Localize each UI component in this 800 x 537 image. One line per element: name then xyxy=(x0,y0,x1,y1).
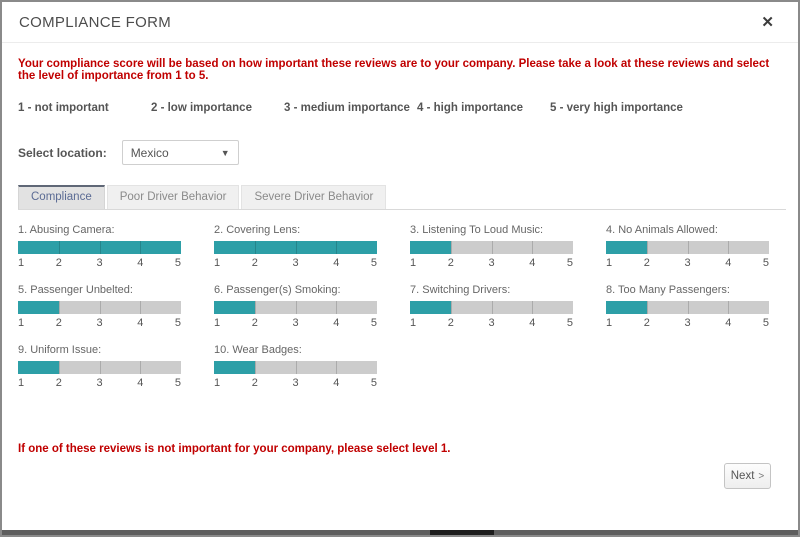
slider-scale xyxy=(214,317,377,331)
tab-poor-driver-behavior[interactable]: Poor Driver Behavior xyxy=(107,185,240,209)
slider-block-9 xyxy=(18,344,181,387)
slider-label: 4. No Animals Allowed: xyxy=(606,224,718,236)
slider-block-4 xyxy=(606,224,769,267)
importance-legend xyxy=(18,102,782,114)
slider-track[interactable] xyxy=(214,361,377,374)
slider-label: 9. Uniform Issue: xyxy=(18,344,102,356)
chevron-right-icon: > xyxy=(758,470,765,482)
slider-scale-number: 3 xyxy=(488,317,495,329)
slider-scale-number: 1 xyxy=(410,257,417,269)
slider-scale-number: 2 xyxy=(55,317,62,329)
slider-tick xyxy=(336,361,337,374)
slider-scale-number: 5 xyxy=(174,317,181,329)
slider-scale-number: 2 xyxy=(251,257,258,269)
slider-tick xyxy=(140,241,141,254)
slider-track[interactable] xyxy=(606,241,769,254)
legend-item-1: 1 - not important xyxy=(18,102,109,114)
slider-track[interactable] xyxy=(214,301,377,314)
slider-scale xyxy=(606,257,769,271)
slider-tick xyxy=(140,301,141,314)
page-bottom-strip-dark-segment xyxy=(430,530,494,535)
slider-scale-number: 4 xyxy=(725,257,732,269)
slider-tick xyxy=(255,361,256,374)
slider-scale-number: 4 xyxy=(333,377,340,389)
slider-track[interactable] xyxy=(18,301,181,314)
legend-item-2: 2 - low importance xyxy=(151,102,252,114)
slider-fill xyxy=(410,241,451,254)
slider-scale-number: 5 xyxy=(174,257,181,269)
slider-block-10 xyxy=(214,344,377,387)
slider-tick xyxy=(688,241,689,254)
slider-fill xyxy=(606,241,647,254)
slider-label: 5. Passenger Unbelted: xyxy=(18,284,133,296)
slider-label: 10. Wear Badges: xyxy=(214,344,302,356)
slider-scale xyxy=(214,377,377,391)
sliders-grid xyxy=(18,224,798,404)
slider-scale-number: 3 xyxy=(488,257,495,269)
slider-scale-number: 2 xyxy=(251,317,258,329)
slider-tick xyxy=(728,241,729,254)
slider-tick xyxy=(296,241,297,254)
slider-scale-number: 2 xyxy=(251,377,258,389)
slider-scale-number: 3 xyxy=(96,377,103,389)
slider-fill xyxy=(606,301,647,314)
slider-scale-number: 1 xyxy=(214,377,221,389)
slider-scale-number: 4 xyxy=(529,317,536,329)
next-button-label: Next xyxy=(730,470,755,482)
close-icon[interactable]: ✕ xyxy=(761,13,774,31)
slider-track[interactable] xyxy=(18,361,181,374)
slider-scale-number: 4 xyxy=(137,377,144,389)
tabstrip xyxy=(18,185,786,210)
slider-label: 7. Switching Drivers: xyxy=(410,284,511,296)
slider-scale-number: 1 xyxy=(410,317,417,329)
slider-scale-number: 1 xyxy=(214,317,221,329)
slider-scale-number: 4 xyxy=(333,317,340,329)
slider-tick xyxy=(296,361,297,374)
slider-scale-number: 4 xyxy=(333,257,340,269)
slider-tick xyxy=(100,241,101,254)
slider-block-3 xyxy=(410,224,573,267)
slider-scale-number: 5 xyxy=(370,377,377,389)
slider-scale xyxy=(18,377,181,391)
location-dropdown[interactable] xyxy=(122,140,239,165)
slider-tick xyxy=(100,301,101,314)
slider-scale-number: 5 xyxy=(174,377,181,389)
instruction-text: Your compliance score will be based on how important these reviews are to your company. Please take a look at these reviews and select the level of importance from 1 to 5. xyxy=(18,58,770,82)
slider-block-2 xyxy=(214,224,377,267)
slider-scale-number: 1 xyxy=(18,377,25,389)
slider-tick xyxy=(255,301,256,314)
dialog-titlebar xyxy=(2,2,798,43)
slider-track[interactable] xyxy=(214,241,377,254)
slider-tick xyxy=(492,241,493,254)
legend-item-3: 3 - medium importance xyxy=(284,102,410,114)
slider-scale xyxy=(18,257,181,271)
tab-severe-driver-behavior[interactable]: Severe Driver Behavior xyxy=(241,185,386,209)
slider-scale-number: 1 xyxy=(606,257,613,269)
slider-tick xyxy=(492,301,493,314)
slider-scale-number: 3 xyxy=(292,257,299,269)
slider-scale-number: 2 xyxy=(55,377,62,389)
location-label: Select location: xyxy=(18,145,107,160)
slider-scale-number: 1 xyxy=(606,317,613,329)
slider-tick xyxy=(336,301,337,314)
slider-tick xyxy=(532,241,533,254)
slider-track[interactable] xyxy=(18,241,181,254)
slider-scale-number: 2 xyxy=(643,257,650,269)
slider-scale-number: 1 xyxy=(214,257,221,269)
slider-scale-number: 3 xyxy=(96,317,103,329)
slider-block-7 xyxy=(410,284,573,327)
slider-tick xyxy=(647,301,648,314)
slider-scale-number: 1 xyxy=(18,317,25,329)
slider-scale-number: 1 xyxy=(18,257,25,269)
slider-tick xyxy=(336,241,337,254)
tab-compliance[interactable]: Compliance xyxy=(18,185,105,209)
slider-label: 3. Listening To Loud Music: xyxy=(410,224,544,236)
footer-note: If one of these reviews is not important for your company, please select level 1. xyxy=(18,443,451,455)
legend-item-5: 5 - very high importance xyxy=(550,102,683,114)
slider-tick xyxy=(255,241,256,254)
slider-tick xyxy=(59,241,60,254)
slider-label: 6. Passenger(s) Smoking: xyxy=(214,284,341,296)
slider-scale-number: 2 xyxy=(447,257,454,269)
slider-tick xyxy=(728,301,729,314)
slider-track[interactable] xyxy=(410,241,573,254)
slider-tick xyxy=(451,241,452,254)
slider-scale-number: 5 xyxy=(370,317,377,329)
slider-tick xyxy=(688,301,689,314)
slider-scale xyxy=(214,257,377,271)
location-row xyxy=(18,140,782,165)
slider-tick xyxy=(140,361,141,374)
slider-label: 2. Covering Lens: xyxy=(214,224,301,236)
slider-scale xyxy=(410,257,573,271)
slider-block-1 xyxy=(18,224,181,267)
slider-label: 1. Abusing Camera: xyxy=(18,224,115,236)
slider-scale-number: 3 xyxy=(96,257,103,269)
slider-block-6 xyxy=(214,284,377,327)
slider-scale-number: 5 xyxy=(762,317,769,329)
slider-scale-number: 4 xyxy=(137,257,144,269)
slider-tick xyxy=(100,361,101,374)
chevron-down-icon: ▼ xyxy=(220,147,230,158)
slider-scale-number: 5 xyxy=(566,257,573,269)
slider-tick xyxy=(296,301,297,314)
slider-label: 8. Too Many Passengers: xyxy=(606,284,730,296)
location-selected-value: Mexico xyxy=(130,145,169,160)
slider-scale-number: 5 xyxy=(370,257,377,269)
slider-scale-number: 2 xyxy=(643,317,650,329)
slider-fill xyxy=(18,301,59,314)
slider-fill xyxy=(18,361,59,374)
slider-track[interactable] xyxy=(410,301,573,314)
slider-fill xyxy=(214,361,255,374)
slider-scale-number: 2 xyxy=(447,317,454,329)
slider-scale-number: 4 xyxy=(137,317,144,329)
slider-scale-number: 4 xyxy=(529,257,536,269)
slider-scale-number: 5 xyxy=(566,317,573,329)
slider-scale-number: 3 xyxy=(684,257,691,269)
slider-tick xyxy=(59,361,60,374)
legend-item-4: 4 - high importance xyxy=(417,102,524,114)
slider-scale-number: 2 xyxy=(55,257,62,269)
slider-fill xyxy=(410,301,451,314)
slider-scale xyxy=(606,317,769,331)
slider-scale-number: 3 xyxy=(292,377,299,389)
page-bottom-strip xyxy=(2,530,798,535)
slider-block-8 xyxy=(606,284,769,327)
slider-tick xyxy=(59,301,60,314)
slider-track[interactable] xyxy=(606,301,769,314)
slider-scale xyxy=(410,317,573,331)
slider-block-5 xyxy=(18,284,181,327)
slider-tick xyxy=(647,241,648,254)
dialog-title: COMPLIANCE FORM xyxy=(19,13,172,31)
slider-fill xyxy=(214,301,255,314)
slider-scale-number: 4 xyxy=(725,317,732,329)
slider-scale-number: 3 xyxy=(292,317,299,329)
slider-tick xyxy=(451,301,452,314)
slider-scale-number: 5 xyxy=(762,257,769,269)
slider-tick xyxy=(532,301,533,314)
next-button[interactable] xyxy=(724,463,771,489)
slider-scale xyxy=(18,317,181,331)
slider-scale-number: 3 xyxy=(684,317,691,329)
